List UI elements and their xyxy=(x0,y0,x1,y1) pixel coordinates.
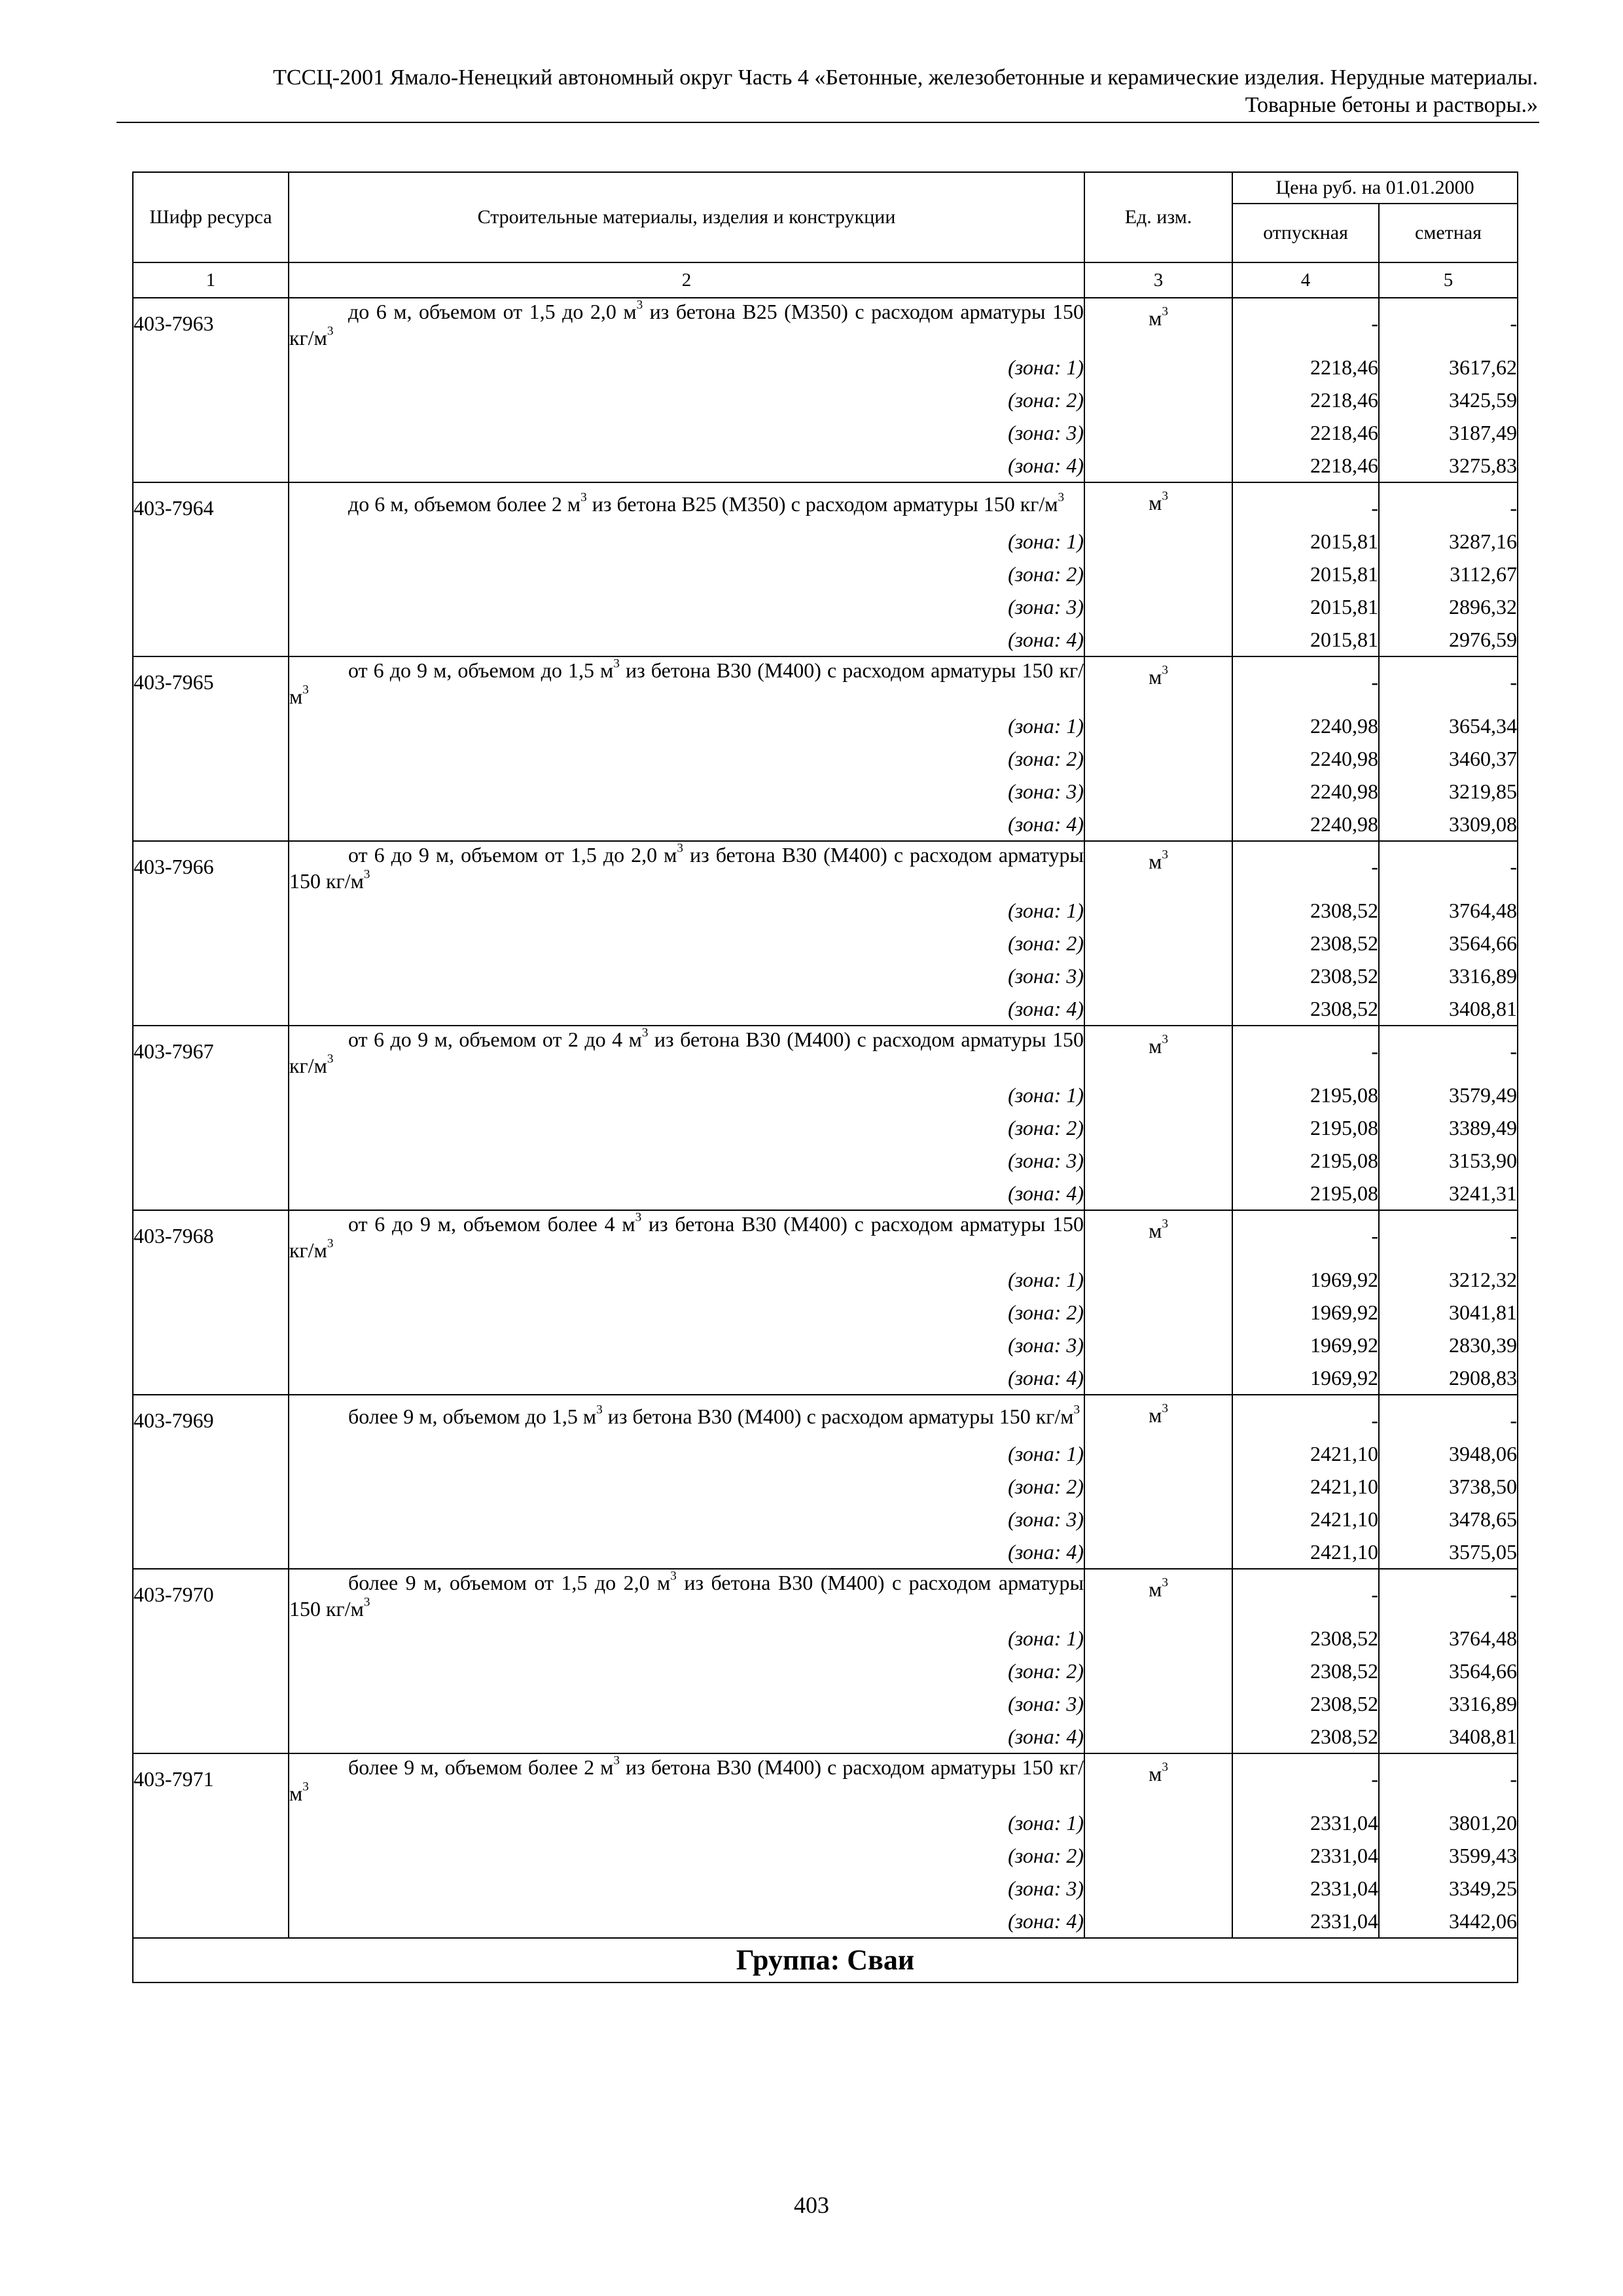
zone-label: (зона: 3) xyxy=(289,416,1084,449)
zone-label: (зона: 2) xyxy=(289,742,1084,775)
superscript: 3 xyxy=(580,490,587,505)
estimate-price: - xyxy=(1379,1753,1518,1806)
item-description xyxy=(289,1569,1084,1622)
zone-label: (зона: 1) xyxy=(289,1806,1084,1839)
release-price: 2218,46 xyxy=(1232,449,1379,482)
superscript: 3 xyxy=(596,1403,603,1417)
superscript: 3 xyxy=(1162,1032,1168,1047)
description-part: более 9 м, объемом более 2 м xyxy=(348,1755,614,1779)
release-price: 2218,46 xyxy=(1232,351,1379,384)
zone-row xyxy=(133,775,1518,808)
zone-row xyxy=(133,590,1518,623)
superscript: 3 xyxy=(1162,848,1168,862)
superscript: 3 xyxy=(1162,1575,1168,1590)
estimate-price: 3948,06 xyxy=(1379,1437,1518,1470)
estimate-price: 3287,16 xyxy=(1379,525,1518,558)
description-part: до 6 м, объемом более 2 м xyxy=(348,492,581,516)
superscript: 3 xyxy=(1058,490,1065,505)
estimate-price: 3764,48 xyxy=(1379,894,1518,927)
zone-row xyxy=(133,1720,1518,1753)
estimate-price: - xyxy=(1379,1210,1518,1263)
release-price: 2015,81 xyxy=(1232,525,1379,558)
zone-label: (зона: 2) xyxy=(289,1839,1084,1872)
zone-label: (зона: 3) xyxy=(289,1503,1084,1535)
zone-label: (зона: 1) xyxy=(289,525,1084,558)
zone-label: (зона: 1) xyxy=(289,709,1084,742)
superscript: 3 xyxy=(302,1780,309,1794)
description-part: из бетона В30 (М400) с расходом арматуры 150 кг/м xyxy=(289,1571,1084,1621)
release-price: 2015,81 xyxy=(1232,623,1379,656)
zone-row xyxy=(133,449,1518,482)
release-price: 2308,52 xyxy=(1232,927,1379,960)
item-description xyxy=(289,298,1084,351)
header-line-2: Товарные бетоны и растворы.» xyxy=(1245,93,1538,117)
release-price: 2308,52 xyxy=(1232,894,1379,927)
release-price: - xyxy=(1232,1210,1379,1263)
table-header-row xyxy=(133,172,1518,204)
release-price: - xyxy=(1232,482,1379,525)
unit-text: м xyxy=(1149,1577,1162,1601)
estimate-price: - xyxy=(1379,298,1518,351)
column-number: 4 xyxy=(1232,262,1379,298)
zone-label: (зона: 4) xyxy=(289,808,1084,841)
table-row xyxy=(133,482,1518,525)
zone-row xyxy=(133,709,1518,742)
estimate-price: 3478,65 xyxy=(1379,1503,1518,1535)
estimate-price: 3575,05 xyxy=(1379,1535,1518,1569)
unit-cell xyxy=(1084,1210,1232,1395)
estimate-price: 3579,49 xyxy=(1379,1079,1518,1111)
release-price: 2421,10 xyxy=(1232,1535,1379,1569)
release-price: 2240,98 xyxy=(1232,775,1379,808)
unit-cell xyxy=(1084,1569,1232,1753)
table-row xyxy=(133,1569,1518,1622)
superscript: 3 xyxy=(636,298,643,312)
unit-text: м xyxy=(1149,1762,1162,1785)
release-price: 1969,92 xyxy=(1232,1329,1379,1361)
zone-row xyxy=(133,1361,1518,1395)
release-price: - xyxy=(1232,841,1379,894)
description-part: от 6 до 9 м, объемом более 4 м xyxy=(348,1212,635,1236)
column-number: 5 xyxy=(1379,262,1518,298)
release-price: 1969,92 xyxy=(1232,1263,1379,1296)
release-price: - xyxy=(1232,298,1379,351)
zone-label: (зона: 3) xyxy=(289,1329,1084,1361)
description-part: более 9 м, объемом от 1,5 до 2,0 м xyxy=(348,1571,671,1594)
zone-row xyxy=(133,927,1518,960)
zone-row xyxy=(133,351,1518,384)
superscript: 3 xyxy=(613,656,620,671)
release-price: 2195,08 xyxy=(1232,1144,1379,1177)
release-price: 2331,04 xyxy=(1232,1839,1379,1872)
estimate-price: 3309,08 xyxy=(1379,808,1518,841)
release-price: 2308,52 xyxy=(1232,1622,1379,1655)
description-part: от 6 до 9 м, объемом от 2 до 4 м xyxy=(348,1028,642,1051)
page-header xyxy=(116,64,1538,119)
superscript: 3 xyxy=(1162,663,1168,677)
release-price: 1969,92 xyxy=(1232,1296,1379,1329)
page-number: 403 xyxy=(794,2192,829,2218)
header-code: Шифр ресурса xyxy=(133,172,289,262)
estimate-price: - xyxy=(1379,1569,1518,1622)
header-line-1: ТССЦ-2001 Ямало-Ненецкий автономный округ Часть 4 «Бетонные, железобетонные и керамические изделия. Нерудные материалы. xyxy=(273,65,1538,90)
zone-row xyxy=(133,742,1518,775)
description-part: из бетона В30 (М400) с расходом арматуры 150 кг/м xyxy=(289,1028,1084,1077)
superscript: 3 xyxy=(670,1569,677,1583)
release-price: 2195,08 xyxy=(1232,1079,1379,1111)
superscript: 3 xyxy=(1162,1217,1168,1231)
header-unit: Ед. изм. xyxy=(1084,172,1232,262)
header-name: Строительные материалы, изделия и конструкции xyxy=(289,172,1084,262)
estimate-price: 3219,85 xyxy=(1379,775,1518,808)
release-price: 2308,52 xyxy=(1232,1687,1379,1720)
description-part: от 6 до 9 м, объемом до 1,5 м xyxy=(348,658,614,682)
estimate-price: 3389,49 xyxy=(1379,1111,1518,1144)
zone-row xyxy=(133,1535,1518,1569)
release-price: 2421,10 xyxy=(1232,1470,1379,1503)
release-price: 2195,08 xyxy=(1232,1111,1379,1144)
zone-label: (зона: 3) xyxy=(289,1872,1084,1905)
estimate-price: 3460,37 xyxy=(1379,742,1518,775)
estimate-price: 2976,59 xyxy=(1379,623,1518,656)
zone-label: (зона: 4) xyxy=(289,1177,1084,1210)
header-release-price: отпускная xyxy=(1232,204,1379,262)
zone-row xyxy=(133,1806,1518,1839)
zone-label: (зона: 4) xyxy=(289,623,1084,656)
description-text xyxy=(289,1211,1084,1263)
release-price: 2421,10 xyxy=(1232,1503,1379,1535)
zone-label: (зона: 1) xyxy=(289,1437,1084,1470)
table-row xyxy=(133,841,1518,894)
zone-label: (зона: 2) xyxy=(289,558,1084,590)
description-text xyxy=(289,491,1084,517)
estimate-price: 3617,62 xyxy=(1379,351,1518,384)
release-price: 2218,46 xyxy=(1232,384,1379,416)
zone-row xyxy=(133,1839,1518,1872)
header-divider xyxy=(116,122,1539,123)
superscript: 3 xyxy=(641,1026,649,1040)
zone-label: (зона: 2) xyxy=(289,384,1084,416)
description-text xyxy=(289,1570,1084,1622)
release-price: 2308,52 xyxy=(1232,960,1379,992)
estimate-price: 3408,81 xyxy=(1379,992,1518,1026)
release-price: 2240,98 xyxy=(1232,742,1379,775)
zone-label: (зона: 4) xyxy=(289,992,1084,1026)
estimate-price: 3275,83 xyxy=(1379,449,1518,482)
zone-label: (зона: 4) xyxy=(289,449,1084,482)
superscript: 3 xyxy=(363,867,370,882)
unit-text: м xyxy=(1149,850,1162,873)
superscript: 3 xyxy=(1162,1760,1168,1774)
zone-row xyxy=(133,1503,1518,1535)
estimate-price: - xyxy=(1379,656,1518,709)
table-row xyxy=(133,1753,1518,1806)
zone-label: (зона: 3) xyxy=(289,960,1084,992)
resource-code: 403-7969 xyxy=(133,1395,289,1569)
estimate-price: 3738,50 xyxy=(1379,1470,1518,1503)
release-price: 2331,04 xyxy=(1232,1905,1379,1938)
zone-label: (зона: 4) xyxy=(289,1535,1084,1569)
estimate-price: - xyxy=(1379,1026,1518,1079)
estimate-price: 3442,06 xyxy=(1379,1905,1518,1938)
zone-row xyxy=(133,384,1518,416)
estimate-price: 2830,39 xyxy=(1379,1329,1518,1361)
unit-text: м xyxy=(1149,1034,1162,1058)
description-part: из бетона В30 (М400) с расходом арматуры 150 кг/м xyxy=(289,1212,1084,1262)
column-number: 2 xyxy=(289,262,1084,298)
estimate-price: 2896,32 xyxy=(1379,590,1518,623)
release-price: 2015,81 xyxy=(1232,590,1379,623)
unit-cell xyxy=(1084,482,1232,656)
description-part: более 9 м, объемом до 1,5 м xyxy=(348,1405,597,1428)
item-description xyxy=(289,1753,1084,1806)
estimate-price: 3241,31 xyxy=(1379,1177,1518,1210)
column-number: 3 xyxy=(1084,262,1232,298)
table-row xyxy=(133,656,1518,709)
unit-text: м xyxy=(1149,665,1162,689)
superscript: 3 xyxy=(327,324,334,338)
estimate-price: 3764,48 xyxy=(1379,1622,1518,1655)
zone-row xyxy=(133,1144,1518,1177)
description-part: из бетона В30 (М400) с расходом арматуры 150 кг/м xyxy=(289,658,1084,708)
zone-label: (зона: 1) xyxy=(289,1263,1084,1296)
release-price: 2218,46 xyxy=(1232,416,1379,449)
estimate-price: 3408,81 xyxy=(1379,1720,1518,1753)
zone-row xyxy=(133,808,1518,841)
resource-code: 403-7965 xyxy=(133,656,289,841)
zone-label: (зона: 3) xyxy=(289,1144,1084,1177)
item-description xyxy=(289,656,1084,709)
release-price: 2195,08 xyxy=(1232,1177,1379,1210)
release-price: 2308,52 xyxy=(1232,1720,1379,1753)
estimate-price: 3212,32 xyxy=(1379,1263,1518,1296)
zone-label: (зона: 3) xyxy=(289,1687,1084,1720)
estimate-price: 3654,34 xyxy=(1379,709,1518,742)
zone-label: (зона: 2) xyxy=(289,1470,1084,1503)
release-price: - xyxy=(1232,1569,1379,1622)
description-part: из бетона В25 (М350) с расходом арматуры 150 кг/м xyxy=(289,300,1084,350)
description-part: из бетона В30 (М400) с расходом арматуры 150 кг/м xyxy=(602,1405,1074,1428)
table-row xyxy=(133,1210,1518,1263)
release-price: - xyxy=(1232,1753,1379,1806)
zone-row xyxy=(133,1111,1518,1144)
release-price: 2308,52 xyxy=(1232,992,1379,1026)
zone-row xyxy=(133,1622,1518,1655)
superscript: 3 xyxy=(1162,304,1168,319)
zone-row xyxy=(133,623,1518,656)
estimate-price: 2908,83 xyxy=(1379,1361,1518,1395)
release-price: - xyxy=(1232,1395,1379,1437)
zone-row xyxy=(133,1437,1518,1470)
description-part: из бетона В30 (М400) с расходом арматуры 150 кг/м xyxy=(289,843,1084,893)
superscript: 3 xyxy=(327,1052,334,1066)
zone-label: (зона: 4) xyxy=(289,1361,1084,1395)
unit-cell xyxy=(1084,1395,1232,1569)
zone-row xyxy=(133,1687,1518,1720)
zone-label: (зона: 2) xyxy=(289,927,1084,960)
zone-row xyxy=(133,894,1518,927)
estimate-price: 3187,49 xyxy=(1379,416,1518,449)
header-price-group: Цена руб. на 01.01.2000 xyxy=(1232,172,1518,204)
resource-code: 403-7970 xyxy=(133,1569,289,1753)
resource-code: 403-7971 xyxy=(133,1753,289,1938)
price-table xyxy=(132,171,1518,1983)
item-description xyxy=(289,841,1084,894)
description-text xyxy=(289,1026,1084,1079)
zone-label: (зона: 1) xyxy=(289,894,1084,927)
column-number: 1 xyxy=(133,262,289,298)
description-text xyxy=(289,657,1084,709)
zone-label: (зона: 4) xyxy=(289,1905,1084,1938)
zone-label: (зона: 2) xyxy=(289,1111,1084,1144)
unit-cell xyxy=(1084,1753,1232,1938)
resource-code: 403-7967 xyxy=(133,1026,289,1210)
estimate-price: - xyxy=(1379,841,1518,894)
estimate-price: 3801,20 xyxy=(1379,1806,1518,1839)
release-price: 2331,04 xyxy=(1232,1872,1379,1905)
zone-label: (зона: 4) xyxy=(289,1720,1084,1753)
superscript: 3 xyxy=(363,1595,370,1609)
zone-row xyxy=(133,1470,1518,1503)
item-description xyxy=(289,1210,1084,1263)
release-price: - xyxy=(1232,656,1379,709)
zone-row xyxy=(133,1655,1518,1687)
superscript: 3 xyxy=(1162,1401,1168,1416)
release-price: 2308,52 xyxy=(1232,1655,1379,1687)
description-text xyxy=(289,1403,1084,1429)
zone-row xyxy=(133,992,1518,1026)
estimate-price: 3316,89 xyxy=(1379,960,1518,992)
release-price: 2421,10 xyxy=(1232,1437,1379,1470)
zone-row xyxy=(133,416,1518,449)
unit-cell xyxy=(1084,298,1232,482)
estimate-price: - xyxy=(1379,482,1518,525)
zone-label: (зона: 1) xyxy=(289,351,1084,384)
zone-label: (зона: 1) xyxy=(289,1079,1084,1111)
superscript: 3 xyxy=(635,1210,642,1225)
release-price: 1969,92 xyxy=(1232,1361,1379,1395)
unit-text: м xyxy=(1149,1403,1162,1427)
unit-cell xyxy=(1084,841,1232,1026)
estimate-price: 3564,66 xyxy=(1379,927,1518,960)
zone-label: (зона: 2) xyxy=(289,1655,1084,1687)
superscript: 3 xyxy=(327,1236,334,1251)
unit-cell xyxy=(1084,656,1232,841)
group-row xyxy=(133,1938,1518,1982)
table-row xyxy=(133,1395,1518,1437)
zone-row xyxy=(133,1079,1518,1111)
description-part: из бетона В30 (М400) с расходом арматуры 150 кг/м xyxy=(289,1755,1084,1805)
estimate-price: 3041,81 xyxy=(1379,1296,1518,1329)
estimate-price: - xyxy=(1379,1395,1518,1437)
item-description xyxy=(289,1395,1084,1437)
header-estimate-price: сметная xyxy=(1379,204,1518,262)
description-part: до 6 м, объемом от 1,5 до 2,0 м xyxy=(348,300,637,323)
estimate-price: 3112,67 xyxy=(1379,558,1518,590)
description-text xyxy=(289,842,1084,894)
superscript: 3 xyxy=(302,683,309,697)
zone-row xyxy=(133,1177,1518,1210)
zone-row xyxy=(133,558,1518,590)
estimate-price: 3599,43 xyxy=(1379,1839,1518,1872)
zone-row xyxy=(133,1905,1518,1938)
release-price: 2015,81 xyxy=(1232,558,1379,590)
resource-code: 403-7964 xyxy=(133,482,289,656)
unit-text: м xyxy=(1149,1219,1162,1242)
unit-cell xyxy=(1084,1026,1232,1210)
zone-row xyxy=(133,1296,1518,1329)
zone-label: (зона: 1) xyxy=(289,1622,1084,1655)
zone-label: (зона: 3) xyxy=(289,590,1084,623)
group-title: Группа: Сваи xyxy=(133,1938,1518,1982)
release-price: 2331,04 xyxy=(1232,1806,1379,1839)
superscript: 3 xyxy=(677,841,683,855)
item-description xyxy=(289,1026,1084,1079)
release-price: - xyxy=(1232,1026,1379,1079)
estimate-price: 3564,66 xyxy=(1379,1655,1518,1687)
table-row xyxy=(133,1026,1518,1079)
zone-row xyxy=(133,1329,1518,1361)
zone-label: (зона: 3) xyxy=(289,775,1084,808)
zone-label: (зона: 2) xyxy=(289,1296,1084,1329)
unit-text: м xyxy=(1149,491,1162,514)
estimate-price: 3349,25 xyxy=(1379,1872,1518,1905)
release-price: 2240,98 xyxy=(1232,709,1379,742)
table-body xyxy=(133,298,1518,1938)
description-part: из бетона В25 (М350) с расходом арматуры 150 кг/м xyxy=(586,492,1058,516)
superscript: 3 xyxy=(1073,1403,1080,1417)
release-price: 2240,98 xyxy=(1232,808,1379,841)
zone-row xyxy=(133,1263,1518,1296)
estimate-price: 3153,90 xyxy=(1379,1144,1518,1177)
zone-row xyxy=(133,1872,1518,1905)
unit-text: м xyxy=(1149,306,1162,330)
estimate-price: 3425,59 xyxy=(1379,384,1518,416)
zone-row xyxy=(133,960,1518,992)
zone-row xyxy=(133,525,1518,558)
description-part: от 6 до 9 м, объемом от 1,5 до 2,0 м xyxy=(348,843,677,867)
resource-code: 403-7966 xyxy=(133,841,289,1026)
column-number-row xyxy=(133,262,1518,298)
description-text xyxy=(289,1754,1084,1806)
superscript: 3 xyxy=(1162,489,1168,503)
superscript: 3 xyxy=(613,1753,620,1768)
resource-code: 403-7968 xyxy=(133,1210,289,1395)
table-row xyxy=(133,298,1518,351)
description-text xyxy=(289,298,1084,351)
estimate-price: 3316,89 xyxy=(1379,1687,1518,1720)
resource-code: 403-7963 xyxy=(133,298,289,482)
item-description xyxy=(289,482,1084,525)
